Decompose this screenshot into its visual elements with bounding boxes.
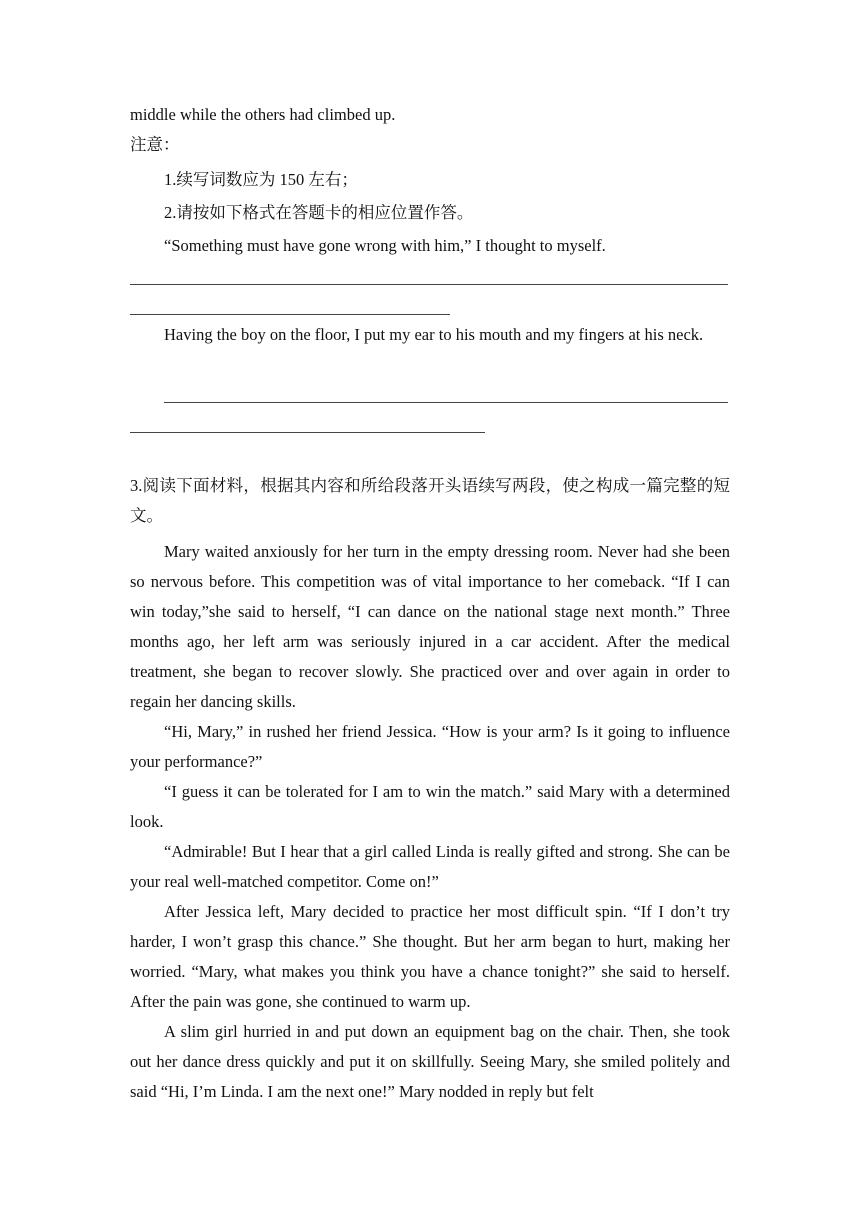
passage-paragraph: “I guess it can be tolerated for I am to win the match.” said Mary with a determined look. (130, 782, 730, 831)
opening-sentence-2: Having the boy on the floor, I put my ear to his mouth and my fingers at his neck. (164, 325, 704, 344)
continued-text-line: middle while the others had climbed up. (130, 105, 396, 124)
passage-paragraph: A slim girl hurried in and put down an equipment bag on the chair. Then, she took out her dance dress quickly and put it on skillfully. Seeing Mary, she smiled politely and said “Hi, I’m Linda. I am the next one!” Mary nodded in reply but felt (130, 1022, 730, 1101)
answer-line (164, 402, 728, 403)
instruction-text: 3.阅读下面材料，根据其内容和所给段落开头语续写两段，使之构成一篇完整的短文。 (130, 476, 730, 525)
passage-paragraph: “Admirable! But I hear that a girl called Linda is really gifted and strong. She can be your real well-matched competitor. Come on!” (130, 842, 730, 891)
answer-line (130, 284, 728, 285)
reading-passage (130, 537, 730, 1107)
question-3-instruction (130, 471, 730, 531)
answer-line (130, 314, 450, 315)
note-item-2: 2.请按如下格式在答题卡的相应位置作答。 (164, 203, 474, 222)
passage-paragraph: “Hi, Mary,” in rushed her friend Jessica. “How is your arm? Is it going to influence your performance?” (130, 722, 730, 771)
passage-paragraph: After Jessica left, Mary decided to practice her most difficult spin. “If I don’t try harder, I won’t grasp this chance.” She thought. But her arm began to hurt, making her worried. “Mary, what makes you think you have a chance tonight?” she said to herself. After the pain was gone, she continued to warm up. (130, 902, 730, 1011)
note-item-1: 1.续写词数应为 150 左右； (164, 170, 358, 189)
opening-sentence-1: “Something must have gone wrong with him,” I thought to myself. (164, 236, 606, 255)
answer-line (130, 432, 485, 433)
opening-paragraph-2 (130, 320, 730, 350)
passage-paragraph: Mary waited anxiously for her turn in the empty dressing room. Never had she been so nervous before. This competition was of vital importance to her comeback. “If I can win today,”she said to herself, “I can dance on the national stage next month.” Three months ago, her left arm was seriously injured in a car accident. After the medical treatment, she began to recover slowly. She practiced over and over again in order to regain her dancing skills. (130, 542, 730, 711)
note-label: 注意： (130, 135, 180, 154)
